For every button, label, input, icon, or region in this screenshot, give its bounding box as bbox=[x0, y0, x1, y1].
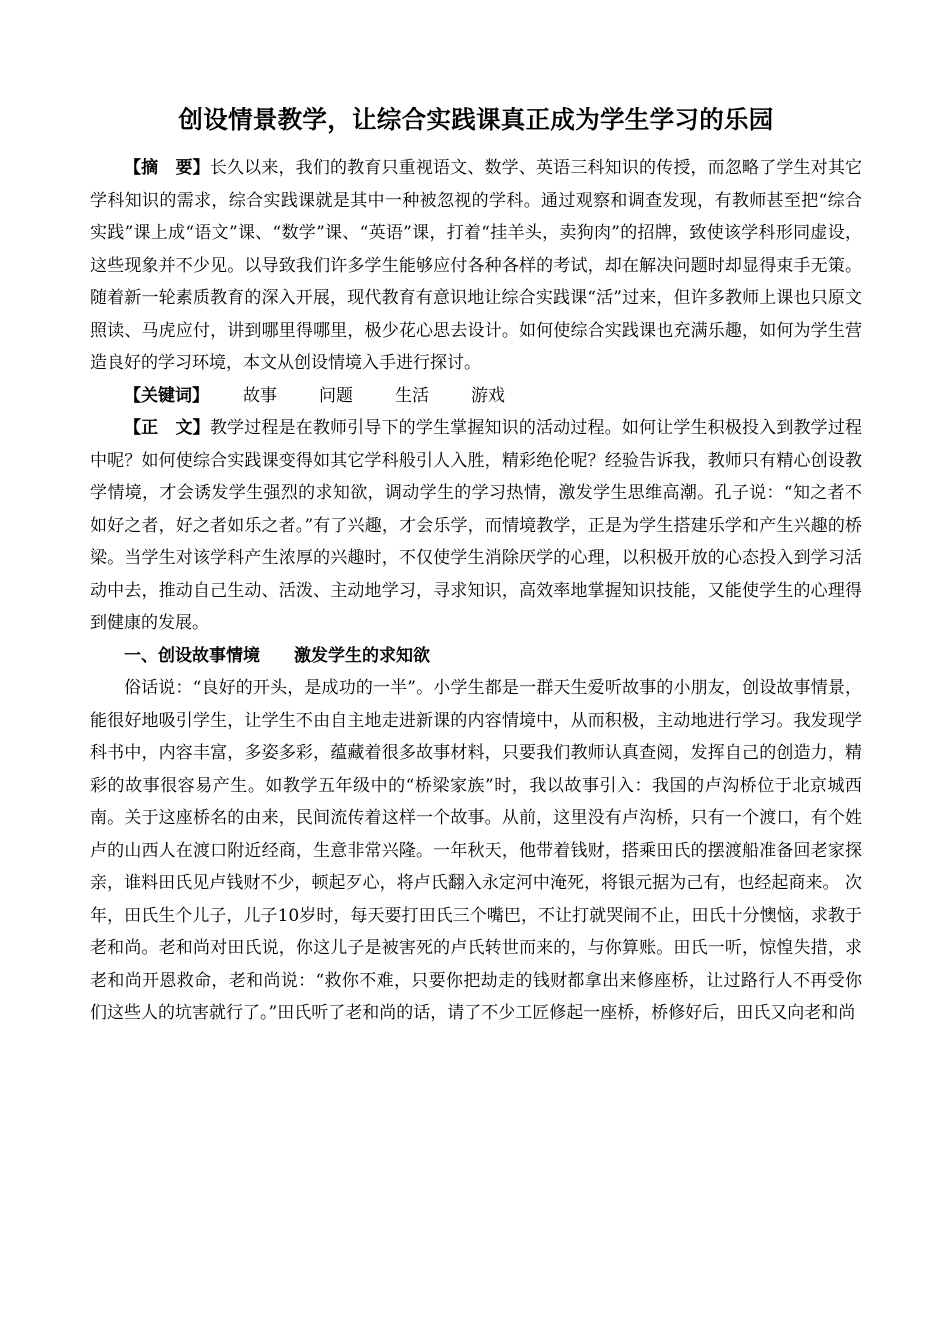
abstract-label: 【摘 要】 bbox=[124, 158, 210, 178]
section-heading bbox=[90, 640, 862, 673]
document-page bbox=[90, 100, 862, 1030]
abstract-text: 长久以来，我们的教育只重视语文、数学、英语三科知识的传授，而忽略了学生对其它学科知识的需求，综合实践课就是其中一种被忽视的学科。通过观察和调查发现，有教师甚至把“综合实践”课上成“语文”课、“数学”课、“英语”课，打着“挂羊头，卖狗肉”的招牌，致使该学科形同虚设，这些现象并不少见。以导致我们许多学生能够应付各种各样的考试，却在解决问题时却显得束手无策。随着新一轮素质教育的深入开展，现代教育有意识地让综合实践课“活”过来，但许多教师上课也只原文照读、马虎应付，讲到哪里得哪里，极少花心思去设计。如何使综合实践课也充满乐趣，如何为学生营造良好的学习环境，本文从创设情境入手进行探讨。 bbox=[90, 158, 863, 373]
keywords-paragraph bbox=[90, 380, 862, 413]
document-title: 创设情景教学，让综合实践课真正成为学生学习的乐园 bbox=[178, 105, 774, 134]
story-paragraph: 俗话说：“良好的开头，是成功的一半”。小学生都是一群天生爱听故事的小朋友，创设故事情景，能很好地吸引学生，让学生不由自主地走进新课的内容情境中，从而积极，主动地进行学习。我发现学科书中，内容丰富，多姿多彩，蕴藏着很多故事材料，只要我们教师认真查阅，发挥自己的创造力，精彩的故事很容易产生。如教学五年级中的“桥梁家族”时，我以故事引入：我国的卢沟桥位于北京城西南。关于这座桥名的由来，民间流传着这样一个故事。从前，这里没有卢沟桥，只有一个渡口，有个姓卢的山西人在渡口附近经商，生意非常兴隆。一年秋天，他带着钱财，搭乘田氏的摆渡船准备回老家探亲，谁料田氏见卢钱财不少，顿起歹心，将卢氏翻入永定河中淹死，将银元据为己有，也经起商来。 次年，田氏生个儿子，儿子10岁时，每天要打田氏三个嘴巴，不让打就哭闹不止，田氏十分懊恼，求教于老和尚。老和尚对田氏说，你这儿子是被害死的卢氏转世而来的，与你算账。田氏一听，惊惶失措，求老和尚开恩救命，老和尚说：“救你不难，只要你把劫走的钱财都拿出来修座桥，让过路行人不再受你们这些人的坑害就行了。”田氏听了老和尚的话，请了不少工匠修起一座桥，桥修好后，田氏又向老和尚 bbox=[90, 678, 862, 1023]
keywords-label: 【关键词】 bbox=[124, 385, 209, 406]
keyword-item: 故事 bbox=[243, 385, 277, 406]
body-label: 【正 文】 bbox=[124, 418, 210, 438]
body-text: 教学过程是在教师引导下的学生掌握知识的活动过程。如何让学生积极投入到教学过程中呢？如何使综合实践课变得如其它学科般引人入胜，精彩绝伦呢？经验告诉我，教师只有精心创设教学情境，才会诱发学生强烈的求知欲，调动学生的学习热情，激发学生思维高潮。孔子说：“知之者不如好之者，好之者如乐之者。”有了兴趣，才会乐学，而情境教学，正是为学生搭建乐学和产生兴趣的桥梁。当学生对该学科产生浓厚的兴趣时，不仅使学生消除厌学的心理，以积极开放的心态投入到学习活动中去，推动自己生动、活泼、主动地学习，寻求知识，高效率地掌握知识技能，又能使学生的心理得到健康的发展。 bbox=[90, 418, 863, 633]
keyword-item: 问题 bbox=[319, 385, 353, 406]
keyword-item: 生活 bbox=[395, 385, 429, 406]
section-heading-part1: 一、创设故事情境 bbox=[124, 645, 260, 666]
abstract-paragraph bbox=[90, 152, 862, 380]
section-heading-part2: 激发学生的求知欲 bbox=[294, 645, 430, 666]
keyword-item: 游戏 bbox=[471, 385, 505, 406]
body-paragraph bbox=[90, 412, 862, 640]
